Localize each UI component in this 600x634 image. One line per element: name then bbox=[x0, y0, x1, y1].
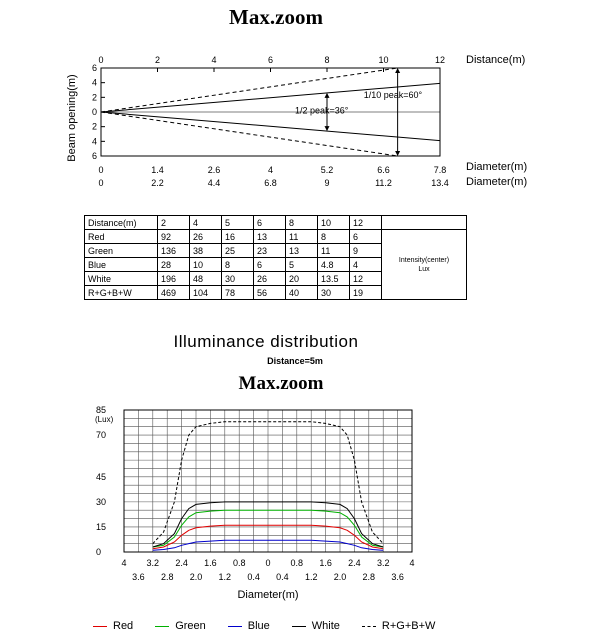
y-tick-label: 30 bbox=[96, 496, 107, 507]
table-row-label: White bbox=[85, 272, 158, 286]
table-cell: 11 bbox=[318, 244, 350, 258]
table-header-distance: 10 bbox=[318, 216, 350, 230]
table-header-distance: 8 bbox=[286, 216, 318, 230]
tenth-peak-label: 1/10 peak=60° bbox=[363, 90, 423, 101]
table-row-label: Red bbox=[85, 230, 158, 244]
illuminance-chart bbox=[0, 400, 600, 610]
x-tick-label-lower: 3.6 bbox=[132, 572, 145, 582]
beam-x-tick-label: 12 bbox=[434, 55, 446, 65]
x-tick-label-upper: 0.8 bbox=[232, 558, 246, 568]
diameter-row-2-value: 11.2 bbox=[375, 178, 392, 188]
diameter-row-1-value: 6.6 bbox=[377, 165, 390, 175]
legend-swatch bbox=[155, 626, 169, 627]
beam-y-tick-label: 4 bbox=[91, 136, 97, 147]
table-cell: 30 bbox=[318, 286, 350, 300]
table-cell: 92 bbox=[158, 230, 190, 244]
table-cell: 5 bbox=[286, 258, 318, 272]
diameter-row-1-value: 5.2 bbox=[320, 165, 334, 175]
x-tick-label-lower: 1.2 bbox=[304, 572, 318, 582]
legend-swatch bbox=[292, 626, 306, 627]
beam-x-tick-label: 8 bbox=[324, 55, 330, 65]
intensity-side-label-1: Intensity(center) bbox=[398, 256, 450, 264]
legend-label: R+G+B+W bbox=[381, 620, 436, 632]
table-cell: 6 bbox=[254, 258, 286, 272]
beam-chart bbox=[0, 40, 600, 200]
diameter-row-1-value: 2.6 bbox=[207, 165, 221, 175]
table-header-side bbox=[382, 216, 467, 230]
table-cell: 8 bbox=[222, 258, 254, 272]
beam-x-tick-label: 10 bbox=[378, 55, 389, 65]
beam-y-tick-label: 6 bbox=[91, 151, 97, 161]
table-cell: 10 bbox=[190, 258, 222, 272]
beam-x-tick-label: 4 bbox=[211, 55, 217, 65]
y-tick-label: 45 bbox=[96, 471, 107, 482]
intensity-side-label-2: Lux bbox=[418, 265, 430, 273]
table-cell: 23 bbox=[254, 244, 286, 258]
table-header-distance: 5 bbox=[222, 216, 254, 230]
table-cell: 19 bbox=[350, 286, 382, 300]
illuminance-chart-title: Max.zoom bbox=[238, 373, 324, 394]
beam-y-tick-label: 4 bbox=[91, 77, 97, 88]
legend-item bbox=[155, 620, 206, 632]
beam-y-tick-label: 2 bbox=[91, 92, 97, 103]
beam-x-tick-label: 2 bbox=[154, 55, 161, 65]
table-cell: 6 bbox=[350, 230, 382, 244]
legend-swatch bbox=[362, 626, 376, 627]
beam-y-axis-label: Beam opening(m) bbox=[66, 74, 78, 162]
y-tick-label: 0 bbox=[96, 547, 102, 557]
diameter-row-2-value: 13.4 bbox=[431, 178, 449, 188]
table-cell: 38 bbox=[190, 244, 222, 258]
x-tick-label-lower: 2.0 bbox=[333, 572, 347, 582]
table-cell: 104 bbox=[190, 286, 222, 300]
legend-swatch bbox=[228, 626, 242, 627]
table-row bbox=[85, 230, 467, 244]
illuminance-subtitle: Distance=5m bbox=[267, 356, 323, 366]
diameter-row-2-value: 9 bbox=[324, 178, 330, 188]
beam-x-tick-label: 0 bbox=[98, 55, 104, 65]
table-cell: 20 bbox=[286, 272, 318, 286]
x-tick-label-upper: 4 bbox=[409, 558, 415, 568]
tenth-peak-upper-line bbox=[101, 68, 398, 112]
half-peak-arrow-head-bottom bbox=[325, 126, 330, 131]
table-header-distance: 4 bbox=[190, 216, 222, 230]
table-cell: 26 bbox=[190, 230, 222, 244]
table-cell: 8 bbox=[318, 230, 350, 244]
tenth-peak-arrow-head-bottom bbox=[395, 151, 400, 156]
diameter-row-1-value: 1.4 bbox=[151, 165, 164, 175]
x-tick-label-lower: 0.4 bbox=[276, 572, 289, 582]
tenth-peak-lower-line bbox=[101, 112, 398, 156]
legend-swatch bbox=[93, 626, 107, 627]
table-cell: 13 bbox=[286, 244, 318, 258]
table-cell: 13 bbox=[254, 230, 286, 244]
chart-legend bbox=[93, 620, 435, 632]
table-cell: 16 bbox=[222, 230, 254, 244]
legend-label: Red bbox=[113, 620, 134, 632]
beam-x-tick-label: 6 bbox=[267, 55, 274, 65]
x-tick-label-lower: 0.4 bbox=[247, 572, 260, 582]
table-cell: 78 bbox=[222, 286, 254, 300]
beam-y-tick-label: 6 bbox=[91, 63, 97, 73]
legend-item bbox=[228, 620, 270, 632]
diameter-row-1-value: 7.8 bbox=[433, 165, 447, 175]
legend-item bbox=[93, 620, 133, 632]
table-cell: 25 bbox=[222, 244, 254, 258]
diameter-row-2-value: 0 bbox=[98, 178, 104, 188]
x-tick-label-lower: 2.8 bbox=[362, 572, 376, 582]
x-tick-label-upper: 0.8 bbox=[290, 558, 304, 568]
table-cell: 12 bbox=[350, 272, 382, 286]
beam-chart-title: Max.zoom bbox=[229, 5, 323, 29]
table-cell: 56 bbox=[254, 286, 286, 300]
table-cell: 9 bbox=[350, 244, 382, 258]
diameter-row-2-value: 2.2 bbox=[151, 178, 164, 188]
beam-y-tick-label: 2 bbox=[91, 121, 97, 132]
diameter-row-2-value: 4.4 bbox=[207, 178, 221, 188]
legend-label: Green bbox=[175, 620, 206, 632]
table-cell: 28 bbox=[158, 258, 190, 272]
y-tick-label: 85 bbox=[96, 405, 107, 415]
table-cell: 26 bbox=[254, 272, 286, 286]
half-peak-label: 1/2 peak=36° bbox=[295, 105, 349, 116]
table-header-row bbox=[85, 216, 467, 230]
x-tick-label-lower: 2.8 bbox=[160, 572, 174, 582]
illuminance-title: Illuminance distribution bbox=[173, 332, 359, 351]
diameter-label-2: Diameter(m) bbox=[466, 176, 528, 188]
diameter-row-1-value: 0 bbox=[98, 165, 104, 175]
table-header-distance: 12 bbox=[350, 216, 382, 230]
table-row-label: Blue bbox=[85, 258, 158, 272]
table-cell: 13.5 bbox=[318, 272, 350, 286]
half-peak-arrow-head-top bbox=[325, 93, 330, 98]
diameter-row-2-value: 6.8 bbox=[264, 178, 277, 188]
x-tick-label-upper: 2.4 bbox=[348, 558, 361, 568]
table-cell: 4 bbox=[350, 258, 382, 272]
x-tick-label-upper: 2.4 bbox=[175, 558, 188, 568]
x-tick-label-lower: 2.0 bbox=[189, 572, 203, 582]
diameter-row-1-value: 4 bbox=[267, 165, 274, 175]
x-tick-label-upper: 1.6 bbox=[319, 558, 332, 568]
y-tick-label: 70 bbox=[96, 430, 107, 441]
table-cell: 11 bbox=[286, 230, 318, 244]
legend-label: White bbox=[311, 620, 340, 632]
half-peak-lower-line bbox=[101, 112, 440, 141]
y-tick-label: 15 bbox=[96, 521, 107, 532]
diameter-label-1: Diameter(m) bbox=[466, 161, 528, 173]
intensity-table bbox=[84, 215, 467, 300]
y-axis-unit-label: (Lux) bbox=[95, 415, 114, 424]
intensity-side-label bbox=[382, 230, 467, 300]
table-header-distance: 2 bbox=[158, 216, 190, 230]
legend-label: Blue bbox=[247, 620, 270, 632]
x-tick-label-upper: 4 bbox=[121, 558, 127, 568]
table-cell: 469 bbox=[158, 286, 190, 300]
x-axis-label: Diameter(m) bbox=[237, 589, 299, 601]
beam-x-axis-label: Distance(m) bbox=[466, 54, 526, 66]
x-tick-label-upper: 3.2 bbox=[146, 558, 160, 568]
table-cell: 136 bbox=[158, 244, 190, 258]
legend-item bbox=[292, 620, 340, 632]
tenth-peak-arrow-head-top bbox=[395, 68, 400, 73]
x-tick-label-upper: 0 bbox=[265, 558, 271, 568]
table-cell: 48 bbox=[190, 272, 222, 286]
legend-item bbox=[362, 620, 436, 632]
table-cell: 30 bbox=[222, 272, 254, 286]
table-row-label: R+G+B+W bbox=[85, 286, 158, 300]
table-header-label: Distance(m) bbox=[85, 216, 158, 230]
table-cell: 4.8 bbox=[318, 258, 350, 272]
x-tick-label-upper: 1.6 bbox=[204, 558, 217, 568]
table-row-label: Green bbox=[85, 244, 158, 258]
x-tick-label-upper: 3.2 bbox=[376, 558, 390, 568]
x-tick-label-lower: 3.6 bbox=[391, 572, 404, 582]
table-cell: 40 bbox=[286, 286, 318, 300]
x-tick-label-lower: 1.2 bbox=[218, 572, 232, 582]
beam-y-tick-label: 0 bbox=[91, 107, 97, 117]
table-header-distance: 6 bbox=[254, 216, 286, 230]
table-cell: 196 bbox=[158, 272, 190, 286]
